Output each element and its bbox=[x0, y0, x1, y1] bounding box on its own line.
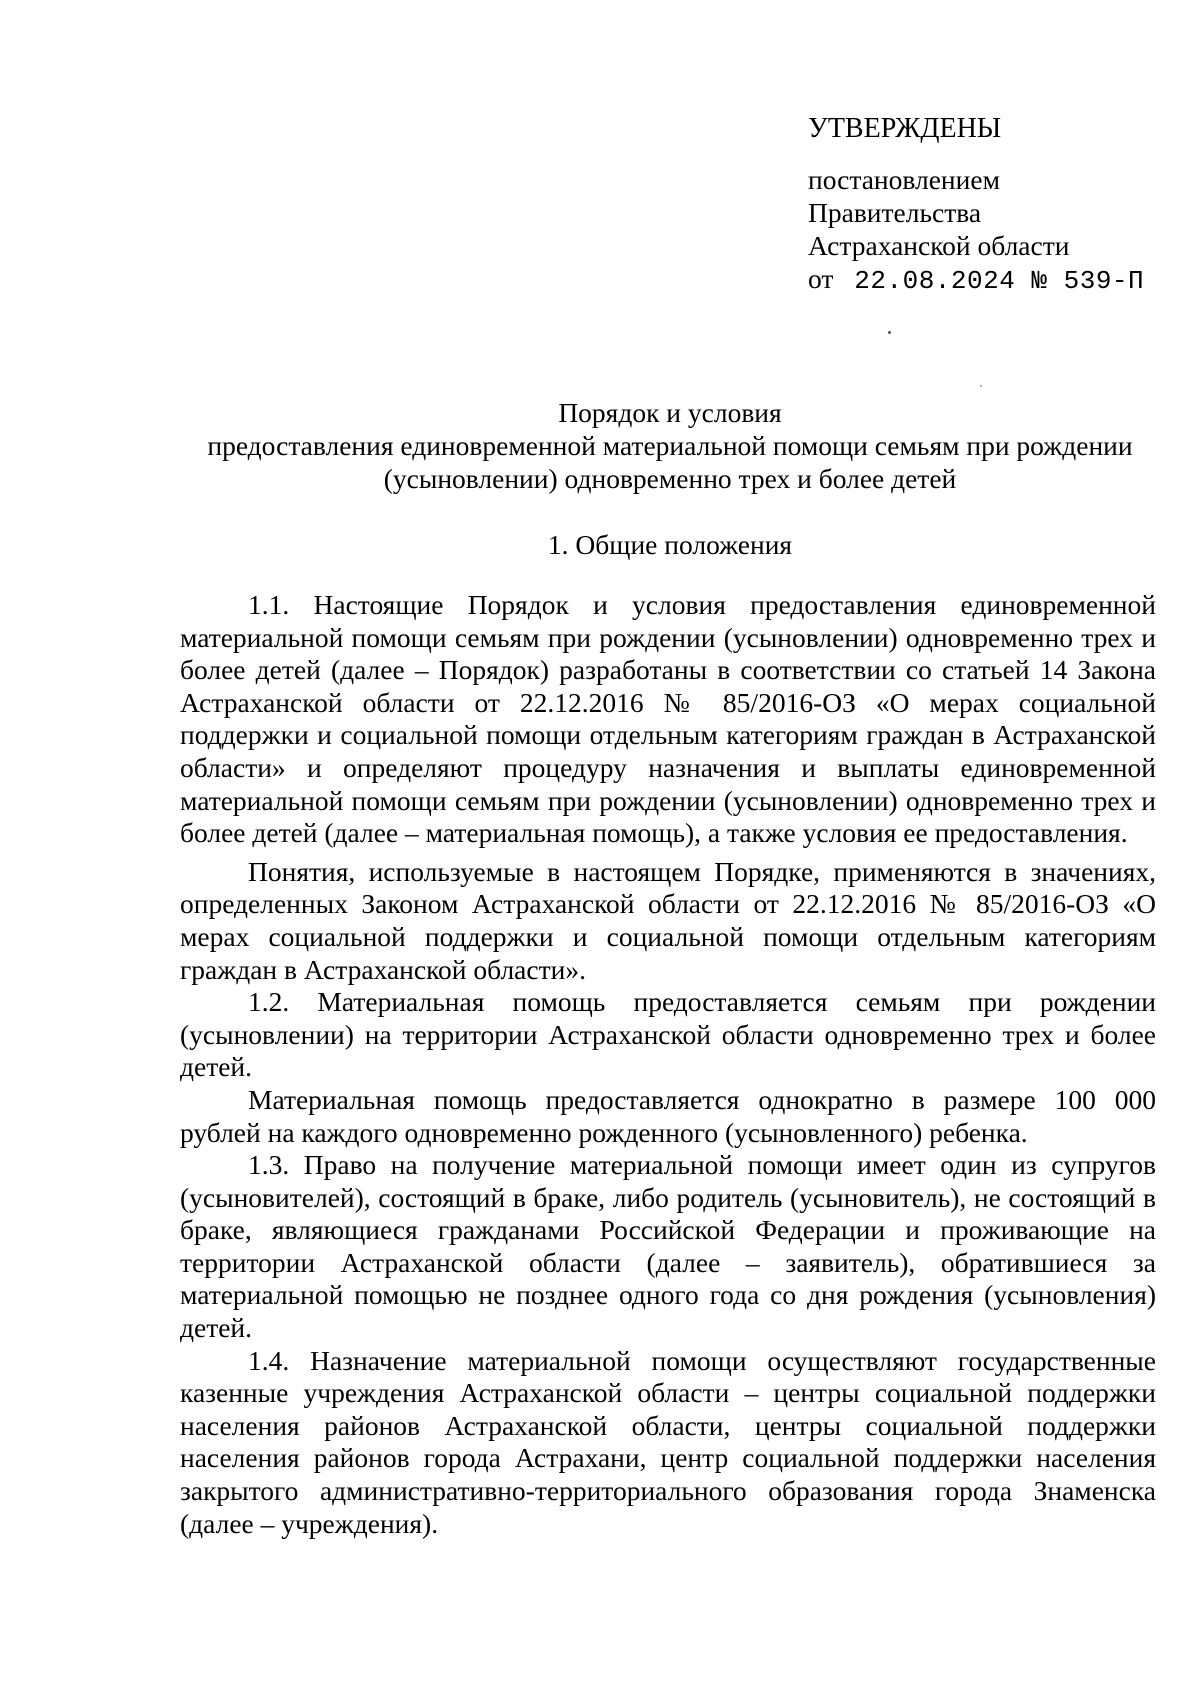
title-line-3: (усыновлении) одновременно трех и более детей bbox=[383, 463, 957, 494]
document-body bbox=[180, 589, 1156, 1540]
paragraph-1-4: 1.4. Назначение материальной помощи осуществляют государственные казенные учреждения Астраханской области – центры социальной поддержки населения районов Астраханской области, центры социальной поддержки населения районов города Астрахани, центр социальной поддержки населения закрытого административно-территориального образования города Знаменска (далее – учреждения). bbox=[180, 1344, 1156, 1539]
scan-speck bbox=[980, 385, 982, 387]
title-line-2: предоставления единовременной материальной помощи семьям при рождении bbox=[207, 430, 1133, 461]
approval-line-region: Астраханской области bbox=[808, 230, 1070, 261]
scan-speck bbox=[888, 331, 891, 334]
approval-block bbox=[808, 112, 1188, 298]
approved-heading: УТВЕРЖДЕНЫ bbox=[808, 113, 1002, 144]
paragraph-1-2: 1.2. Материальная помощь предоставляется семьям при рождении (усыновлении) на территории Астраханской области одновременно трех и более детей. bbox=[180, 986, 1156, 1083]
approval-date-line bbox=[808, 262, 1188, 298]
paragraph-amount: Материальная помощь предоставляется однократно в размере 100 000 рублей на каждого одновременно рожденного (усыновленного) ребенка. bbox=[180, 1083, 1156, 1148]
date-number-stamp: 22.08.2024 № 539-П bbox=[854, 266, 1145, 296]
approval-line-government: Правительства bbox=[808, 197, 982, 228]
approval-line-decree: постановлением bbox=[808, 164, 1000, 195]
paragraph-1-3: 1.3. Право на получение материальной помощи имеет один из супругов (усыновителей), состоящий в браке, либо родитель (усыновитель), не состоящий в браке, являющиеся гражданами Российской Федерации и проживающие на территории Астраханской области (далее – заявитель), обратившиеся за материальной помощью не позднее одного года со дня рождения (усыновления) детей. bbox=[180, 1149, 1156, 1344]
date-prefix: от bbox=[808, 263, 834, 294]
title-line-1: Порядок и условия bbox=[558, 397, 782, 428]
paragraph-definitions: Понятия, используемые в настоящем Порядке, применяются в значениях, определенных Законом Астраханской области от 22.12.2016 № 85/2016-ОЗ «О мерах социальной поддержки и социальной помощи отдельным категориям граждан в Астраханской области». bbox=[180, 855, 1156, 985]
section-heading: 1. Общие положения bbox=[547, 529, 793, 560]
document-title bbox=[170, 396, 1170, 495]
paragraph-1-1: 1.1. Настоящие Порядок и условия предоставления единовременной материальной помощи семьям при рождении (усыновлении) одновременно трех и более детей (далее – Порядок) разработаны в соответствии со статьей 14 Закона Астраханской области от 22.12.2016 № 85/2016-ОЗ «О мерах социальной поддержки и социальной помощи отдельным категориям граждан в Астраханской области» и определяют процедуру назначения и выплаты единовременной материальной помощи семьям при рождении (усыновлении) одновременно трех и более детей (далее – материальная помощь), а также условия ее предоставления. bbox=[180, 589, 1156, 849]
